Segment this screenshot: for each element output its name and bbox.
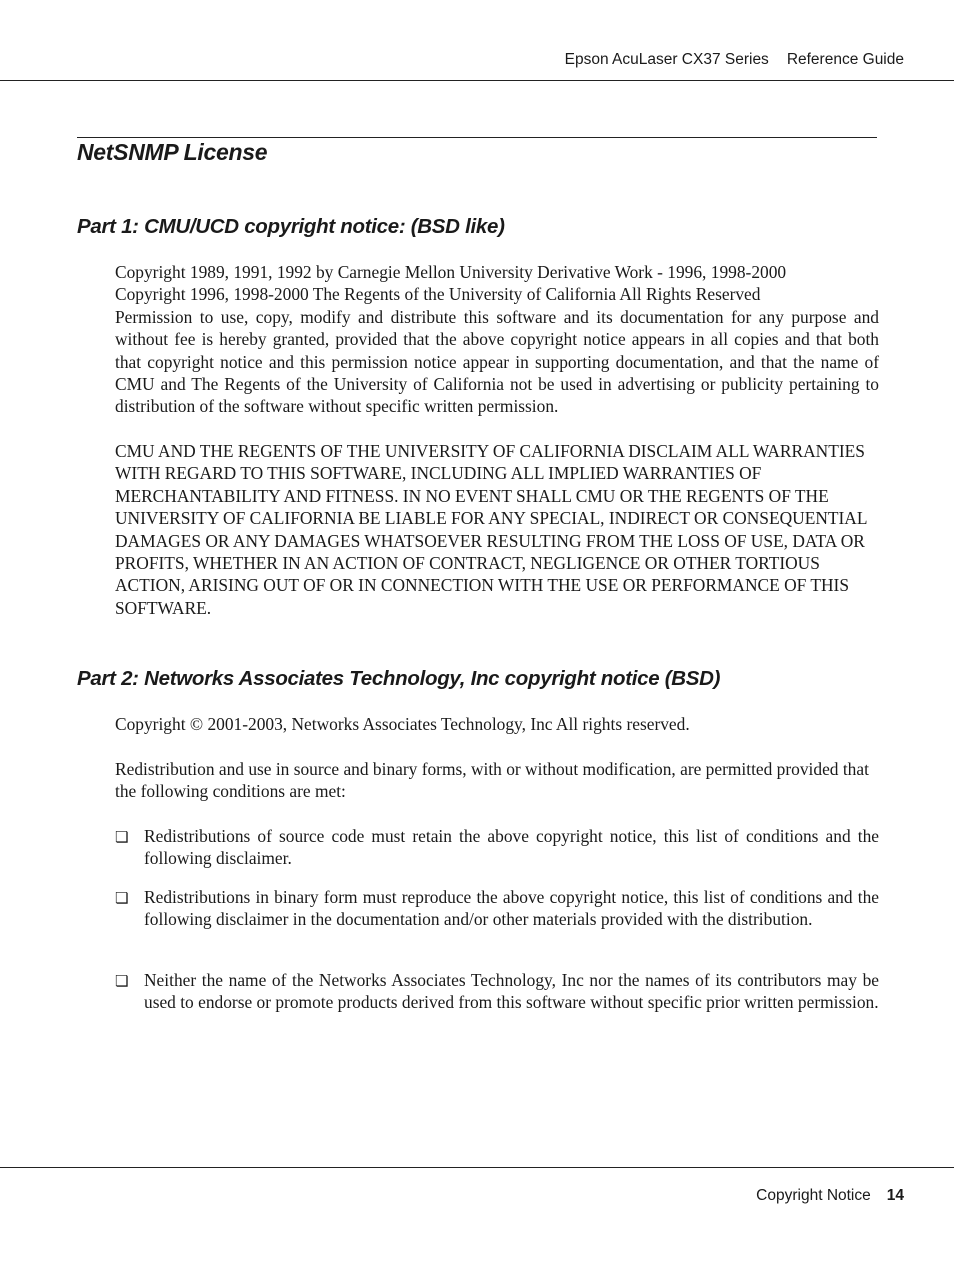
footer-divider bbox=[0, 1167, 954, 1168]
checkbox-bullet-icon: ❏ bbox=[115, 889, 129, 907]
page-title: NetSNMP License bbox=[77, 139, 268, 165]
header-guide-name: Reference Guide bbox=[786, 51, 904, 68]
condition-text: Redistributions in binary form must reproduce the above copyright notice, this list of conditions and the following disclaimer in the documentation and/or other materials provided with the distribution. bbox=[144, 887, 879, 930]
condition-text: Neither the name of the Networks Associates Technology, Inc nor the names of its contributors may be used to endorse or promote products derived from this software without specific prior written permission. bbox=[144, 970, 879, 1013]
checkbox-bullet-icon: ❏ bbox=[115, 828, 129, 846]
part2-intro-paragraph: Redistribution and use in source and binary forms, with or without modification, are permitted provided that the following conditions are met: bbox=[115, 759, 869, 802]
part1-copyright-line-1: Copyright 1989, 1991, 1992 by Carnegie Mellon University Derivative Work - 1996, 1998-2000 bbox=[115, 262, 787, 282]
part2-heading: Part 2: Networks Associates Technology, Inc copyright notice (BSD) bbox=[77, 667, 721, 690]
running-footer bbox=[756, 1187, 904, 1205]
part1-copyright-paragraph bbox=[115, 261, 879, 418]
part1-disclaimer-paragraph: CMU AND THE REGENTS OF THE UNIVERSITY OF CALIFORNIA DISCLAIM ALL WARRANTIES WITH REGARD TO THIS SOFTWARE, INCLUDING ALL IMPLIED WARRANTIES OF MERCHANTABILITY AND FITNESS. IN NO EVENT SHALL CMU OR THE REGENTS OF THE UNIVERSITY OF CALIFORNIA BE LIABLE FOR ANY SPECIAL, INDIRECT OR CONSEQUENTIAL DAMAGES OR ANY DAMAGES WHATSOEVER RESULTING FROM THE LOSS OF USE, DATA OR PROFITS, WHETHER IN AN ACTION OF CONTRACT, NEGLIGENCE OR OTHER TORTIOUS ACTION, ARISING OUT OF OR IN CONNECTION WITH THE USE OR PERFORMANCE OF THIS SOFTWARE. bbox=[115, 441, 867, 618]
running-header bbox=[565, 51, 904, 69]
page-number: 14 bbox=[886, 1187, 904, 1204]
part1-copyright-line-2: Copyright 1996, 1998-2000 The Regents of the University of California All Rights Reserved bbox=[115, 284, 761, 305]
condition-text: Redistributions of source code must retain the above copyright notice, this list of conditions and the following disclaimer. bbox=[144, 826, 879, 869]
title-divider bbox=[77, 137, 877, 138]
checkbox-bullet-icon: ❏ bbox=[115, 972, 129, 990]
header-product-name: Epson AcuLaser CX37 Series bbox=[564, 51, 769, 68]
part1-permission-text: Permission to use, copy, modify and distribute this software and its documentation for any purpose and without fee is hereby granted, provided that the above copyright notice appears in all copies and that both that copyright notice and this permission notice appear in supporting documentation, and that the name of CMU and The Regents of the University of California not be used in advertising or publicity pertaining to distribution of the software without specific written permission. bbox=[115, 306, 879, 417]
part2-copyright-paragraph: Copyright © 2001-2003, Networks Associates Technology, Inc All rights reserved. bbox=[115, 714, 690, 734]
footer-section-name: Copyright Notice bbox=[756, 1187, 871, 1204]
header-divider bbox=[0, 80, 954, 81]
part1-heading: Part 1: CMU/UCD copyright notice: (BSD like) bbox=[77, 215, 505, 238]
